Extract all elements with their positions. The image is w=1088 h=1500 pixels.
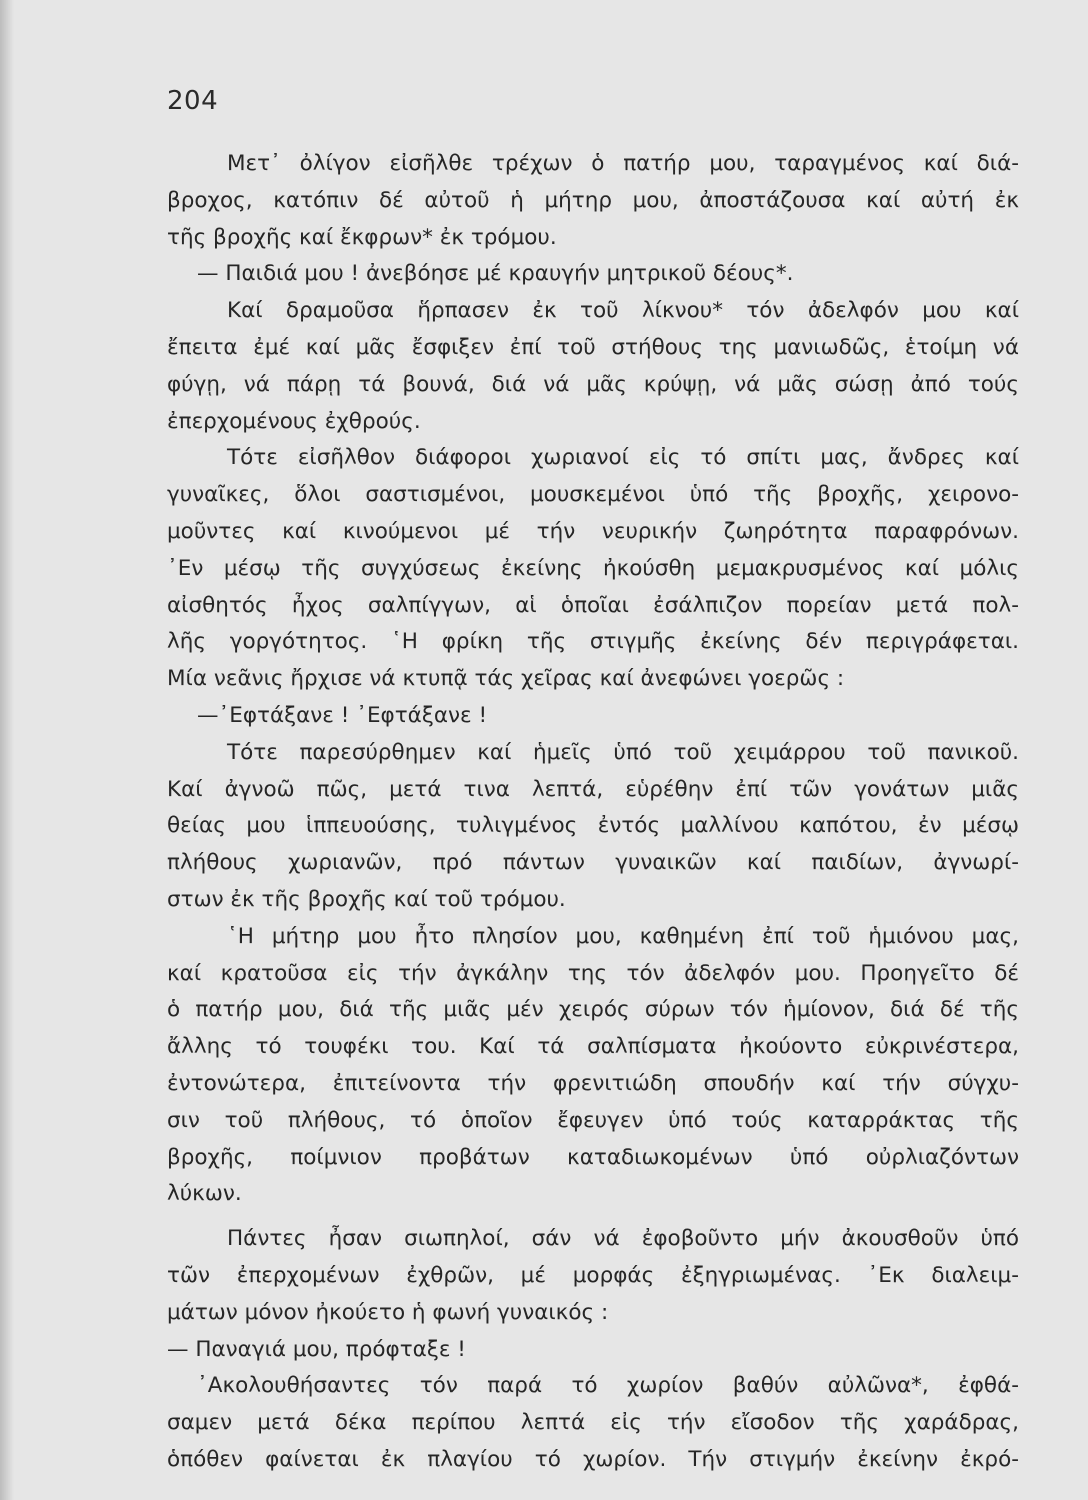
text-line: τῶν ἐπερχομένων ἐχθρῶν, μέ μορφάς ἐξηγριωμένας. ᾽Εκ διαλειμ-	[167, 1262, 1019, 1288]
text-line: Μετ᾽ ὀλίγον εἰσῆλθε τρέχων ὁ πατήρ μου, ταραγμένος καί διά-	[227, 151, 1019, 176]
text-line: βροχος, κατόπιν δέ αὐτοῦ ἡ μήτηρ μου, ἀποστάζουσα καί αὐτή ἐκ	[167, 187, 1019, 213]
text-line: πλήθους χωριανῶν, πρό πάντων γυναικῶν καί παιδίων, ἀγνωρί-	[167, 850, 1019, 876]
text-line: ᾽Εν μέσῳ τῆς συγχύσεως ἐκείνης ἠκούσθη μεμακρυσμένος καί μόλις	[167, 555, 1019, 581]
text-line: ἐντονώτερα, ἐπιτείνοντα τήν φρενιτιώδη σπουδήν καί τήν σύγχυ-	[167, 1070, 1019, 1096]
text-line: καί κρατοῦσα εἰς τήν ἀγκάλην της τόν ἀδελφόν μου. Προηγεῖτο δέ	[167, 960, 1019, 986]
text-line: λύκων.	[167, 1181, 242, 1207]
text-line: ὁ πατήρ μου, διά τῆς μιᾶς μέν χειρός σύρων τόν ἡμίονον, διά δέ τῆς	[167, 997, 1019, 1023]
text-line: Μία νεᾶνις ἤρχισε νά κτυπᾷ τάς χεῖρας καί ἀνεφώνει γοερῶς :	[167, 666, 845, 692]
text-line: αἰσθητός ἦχος σαλπίγγων, αἱ ὁποῖαι ἐσάλπιζον πορείαν μετά πολ-	[167, 592, 1019, 618]
text-line: ὁπόθεν φαίνεται ἐκ πλαγίου τό χωρίον. Τήν στιγμήν ἐκείνην ἐκρό-	[167, 1446, 1019, 1472]
text-line: —᾽Εφτάξανε ! ᾽Εφτάξανε !	[197, 702, 488, 728]
text-line: — Παναγιά μου, πρόφταξε !	[167, 1336, 466, 1362]
text-line: σιν τοῦ πλήθους, τό ὁποῖον ἔφευγεν ὑπό τούς καταρράκτας τῆς	[167, 1107, 1019, 1133]
page-binding-shadow	[0, 0, 14, 1500]
text-line: Τότε παρεσύρθημεν καί ἡμεῖς ὑπό τοῦ χειμάρρου τοῦ πανικοῦ.	[227, 739, 1019, 765]
text-line: μοῦντες καί κινούμενοι μέ τήν νευρικήν ζωηρότητα παραφρόνων.	[167, 518, 1019, 544]
text-line: σαμεν μετά δέκα περίπου λεπτά εἰς τήν εἴσοδον τῆς χαράδρας,	[167, 1410, 1019, 1436]
text-line: ῾Η μήτηρ μου ἦτο πλησίον μου, καθημένη ἐπί τοῦ ἡμιόνου μας,	[227, 923, 1019, 949]
text-line: τῆς βροχῆς καί ἔκφρων* ἐκ τρόμου.	[167, 224, 557, 250]
text-line: λῆς γοργότητος. ῾Η φρίκη τῆς στιγμῆς ἐκείνης δέν περιγράφεται.	[167, 629, 1019, 655]
text-line: βροχῆς, ποίμνιον προβάτων καταδιωκομένων ὑπό οὐρλιαζόντων	[167, 1144, 1019, 1170]
text-line: γυναῖκες, ὅλοι σαστισμένοι, μουσκεμένοι ὑπό τῆς βροχῆς, χειρονο-	[167, 482, 1019, 508]
text-line: Πάντες ἦσαν σιωπηλοί, σάν νά ἐφοβοῦντο μήν ἀκουσθοῦν ὑπό	[227, 1226, 1019, 1252]
text-line: ᾽Ακολουθήσαντες τόν παρά τό χωρίον βαθύν αὐλῶνα*, ἐφθά-	[197, 1373, 1019, 1399]
text-line: Καί δραμοῦσα ἥρπασεν ἐκ τοῦ λίκνου* τόν ἀδελφόν μου καί	[227, 298, 1019, 324]
text-line: ἐπερχομένους ἐχθρούς.	[167, 408, 421, 434]
text-line: στων ἐκ τῆς βροχῆς καί τοῦ τρόμου.	[167, 886, 566, 912]
text-line: θείας μου ἱππευούσης, τυλιγμένος ἐντός μαλλίνου καπότου, ἐν μέσῳ	[167, 813, 1019, 839]
body-text	[167, 146, 1019, 1479]
page-number: 204	[167, 86, 219, 116]
text-line: ἔπειτα ἐμέ καί μᾶς ἔσφιξεν ἐπί τοῦ στήθους της μανιωδῶς, ἑτοίμη νά	[167, 334, 1019, 360]
text-line: μάτων μόνον ἠκούετο ἡ φωνή γυναικός :	[167, 1299, 609, 1325]
text-line: Τότε εἰσῆλθον διάφοροι χωριανοί εἰς τό σπίτι μας, ἄνδρες καί	[227, 445, 1019, 471]
text-line: ἄλλης τό τουφέκι του. Καί τά σαλπίσματα ἠκούοντο εὐκρινέστερα,	[167, 1034, 1019, 1060]
text-line: — Παιδιά μου ! ἀνεβόησε μέ κραυγήν μητρικοῦ δέους*.	[197, 261, 794, 287]
text-line: φύγῃ, νά πάρῃ τά βουνά, διά νά μᾶς κρύψῃ, νά μᾶς σώσῃ ἀπό τούς	[167, 371, 1019, 397]
text-line: Καί ἀγνοῶ πῶς, μετά τινα λεπτά, εὑρέθην ἐπί τῶν γονάτων μιᾶς	[167, 776, 1019, 802]
